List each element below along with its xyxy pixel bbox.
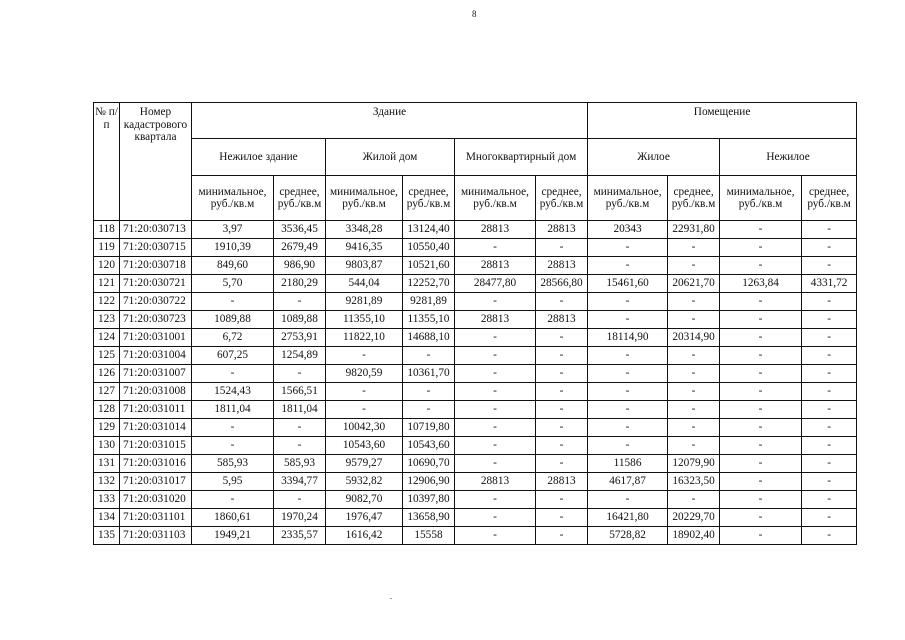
nonresidential-avg-cell: - xyxy=(802,491,857,509)
residential-avg-cell: - xyxy=(668,239,720,257)
cadastral-quarter-cell: 71:20:030718 xyxy=(120,257,192,275)
nonres-building-avg-cell: 2753,91 xyxy=(274,329,326,347)
table-row xyxy=(94,257,857,275)
apartment-min-cell: - xyxy=(455,437,536,455)
cadastral-quarter-cell: 71:20:031017 xyxy=(120,473,192,491)
nonresidential-avg-cell: - xyxy=(802,239,857,257)
nonres-building-avg-cell: 1566,51 xyxy=(274,383,326,401)
nonresidential-min-cell: - xyxy=(720,311,802,329)
house-min-cell: 544,04 xyxy=(326,275,403,293)
nonresidential-avg-cell: - xyxy=(802,365,857,383)
table-row xyxy=(94,239,857,257)
nonresidential-min-cell: - xyxy=(720,455,802,473)
nonresidential-avg-cell: - xyxy=(802,257,857,275)
row-number-cell: 129 xyxy=(94,419,120,437)
house-avg-cell: 10361,70 xyxy=(403,365,455,383)
cadastral-quarter-cell: 71:20:030721 xyxy=(120,275,192,293)
nonresidential-avg-cell: - xyxy=(802,455,857,473)
house-avg-cell: 10521,60 xyxy=(403,257,455,275)
apartment-min-cell: - xyxy=(455,293,536,311)
nonres-building-avg-cell: 585,93 xyxy=(274,455,326,473)
table-row xyxy=(94,455,857,473)
table-row xyxy=(94,347,857,365)
residential-min-cell: - xyxy=(588,239,668,257)
nonresidential-avg-cell: - xyxy=(802,329,857,347)
residential-avg-cell: - xyxy=(668,365,720,383)
table-row xyxy=(94,383,857,401)
house-avg-cell: 10690,70 xyxy=(403,455,455,473)
header-cadastral-quarter: Номер кадастрового квартала xyxy=(120,103,192,221)
nonres-building-min-cell: 585,93 xyxy=(192,455,274,473)
nonresidential-avg-cell: - xyxy=(802,347,857,365)
apartment-avg-cell: 28566,80 xyxy=(536,275,588,293)
nonres-building-min-cell: 1811,04 xyxy=(192,401,274,419)
residential-avg-cell: 22931,80 xyxy=(668,221,720,239)
nonresidential-min-cell: - xyxy=(720,329,802,347)
cadastral-quarter-cell: 71:20:031015 xyxy=(120,437,192,455)
residential-avg-cell: 12079,90 xyxy=(668,455,720,473)
header-min: минимальное, руб./кв.м xyxy=(720,176,802,221)
apartment-avg-cell: - xyxy=(536,383,588,401)
house-min-cell: 11355,10 xyxy=(326,311,403,329)
nonres-building-avg-cell: - xyxy=(274,437,326,455)
apartment-avg-cell: - xyxy=(536,527,588,545)
residential-min-cell: 16421,80 xyxy=(588,509,668,527)
residential-min-cell: - xyxy=(588,311,668,329)
nonresidential-avg-cell: 4331,72 xyxy=(802,275,857,293)
residential-min-cell: - xyxy=(588,293,668,311)
table-body xyxy=(94,221,857,545)
header-apartment-building: Многоквартирный дом xyxy=(455,139,588,176)
row-number-cell: 127 xyxy=(94,383,120,401)
nonresidential-min-cell: - xyxy=(720,491,802,509)
nonres-building-min-cell: 3,97 xyxy=(192,221,274,239)
nonres-building-min-cell: - xyxy=(192,437,274,455)
apartment-avg-cell: 28813 xyxy=(536,473,588,491)
apartment-avg-cell: - xyxy=(536,365,588,383)
apartment-avg-cell: - xyxy=(536,437,588,455)
house-min-cell: 10543,60 xyxy=(326,437,403,455)
cadastral-quarter-cell: 71:20:031103 xyxy=(120,527,192,545)
nonresidential-min-cell: - xyxy=(720,509,802,527)
house-min-cell: - xyxy=(326,401,403,419)
apartment-avg-cell: - xyxy=(536,491,588,509)
row-number-cell: 121 xyxy=(94,275,120,293)
residential-avg-cell: - xyxy=(668,347,720,365)
cadastral-quarter-cell: 71:20:031007 xyxy=(120,365,192,383)
nonresidential-min-cell: - xyxy=(720,419,802,437)
nonresidential-avg-cell: - xyxy=(802,473,857,491)
residential-min-cell: 4617,87 xyxy=(588,473,668,491)
nonresidential-avg-cell: - xyxy=(802,401,857,419)
residential-avg-cell: - xyxy=(668,401,720,419)
nonres-building-min-cell: - xyxy=(192,491,274,509)
nonresidential-min-cell: - xyxy=(720,239,802,257)
house-min-cell: 9082,70 xyxy=(326,491,403,509)
nonresidential-min-cell: - xyxy=(720,365,802,383)
residential-avg-cell: - xyxy=(668,293,720,311)
residential-min-cell: - xyxy=(588,491,668,509)
nonres-building-avg-cell: - xyxy=(274,365,326,383)
residential-min-cell: - xyxy=(588,257,668,275)
residential-avg-cell: 20314,90 xyxy=(668,329,720,347)
nonres-building-avg-cell: - xyxy=(274,293,326,311)
apartment-min-cell: - xyxy=(455,419,536,437)
apartment-min-cell: - xyxy=(455,509,536,527)
residential-min-cell: 15461,60 xyxy=(588,275,668,293)
nonres-building-avg-cell: 3536,45 xyxy=(274,221,326,239)
row-number-cell: 132 xyxy=(94,473,120,491)
nonres-building-avg-cell: 986,90 xyxy=(274,257,326,275)
house-min-cell: 1976,47 xyxy=(326,509,403,527)
house-avg-cell: 10397,80 xyxy=(403,491,455,509)
nonresidential-avg-cell: - xyxy=(802,311,857,329)
nonresidential-min-cell: - xyxy=(720,257,802,275)
residential-min-cell: - xyxy=(588,383,668,401)
nonresidential-min-cell: - xyxy=(720,437,802,455)
cadastral-quarter-cell: 71:20:030723 xyxy=(120,311,192,329)
residential-avg-cell: 20621,70 xyxy=(668,275,720,293)
table-row xyxy=(94,401,857,419)
header-residential-house: Жилой дом xyxy=(326,139,455,176)
residential-min-cell: - xyxy=(588,401,668,419)
nonresidential-min-cell: - xyxy=(720,221,802,239)
house-min-cell: - xyxy=(326,383,403,401)
nonresidential-min-cell: - xyxy=(720,473,802,491)
apartment-min-cell: 28813 xyxy=(455,257,536,275)
header-min: минимальное, руб./кв.м xyxy=(588,176,668,221)
house-avg-cell: 9281,89 xyxy=(403,293,455,311)
nonres-building-avg-cell: 2679,49 xyxy=(274,239,326,257)
nonres-building-min-cell: 849,60 xyxy=(192,257,274,275)
nonres-building-min-cell: - xyxy=(192,293,274,311)
house-min-cell: 9579,27 xyxy=(326,455,403,473)
apartment-min-cell: 28813 xyxy=(455,311,536,329)
row-number-cell: 120 xyxy=(94,257,120,275)
cadastral-quarter-cell: 71:20:031020 xyxy=(120,491,192,509)
nonres-building-min-cell: 5,70 xyxy=(192,275,274,293)
cadastral-value-table xyxy=(93,102,857,545)
row-number-cell: 128 xyxy=(94,401,120,419)
apartment-avg-cell: - xyxy=(536,455,588,473)
nonres-building-min-cell: 6,72 xyxy=(192,329,274,347)
nonresidential-min-cell: - xyxy=(720,401,802,419)
row-number-cell: 133 xyxy=(94,491,120,509)
residential-avg-cell: - xyxy=(668,383,720,401)
nonresidential-avg-cell: - xyxy=(802,527,857,545)
apartment-avg-cell: - xyxy=(536,419,588,437)
table-row xyxy=(94,509,857,527)
nonres-building-avg-cell: - xyxy=(274,419,326,437)
residential-avg-cell: - xyxy=(668,491,720,509)
residential-avg-cell: 18902,40 xyxy=(668,527,720,545)
table-row xyxy=(94,221,857,239)
apartment-min-cell: 28813 xyxy=(455,473,536,491)
table-row xyxy=(94,275,857,293)
table-row xyxy=(94,311,857,329)
header-avg: среднее, руб./кв.м xyxy=(802,176,857,221)
nonresidential-min-cell: - xyxy=(720,383,802,401)
header-residential-premises: Жилое xyxy=(588,139,720,176)
nonres-building-min-cell: - xyxy=(192,419,274,437)
header-min: минимальное, руб./кв.м xyxy=(192,176,274,221)
residential-min-cell: 20343 xyxy=(588,221,668,239)
house-avg-cell: - xyxy=(403,383,455,401)
row-number-cell: 123 xyxy=(94,311,120,329)
house-avg-cell: 14688,10 xyxy=(403,329,455,347)
nonresidential-min-cell: 1263,84 xyxy=(720,275,802,293)
header-premises: Помещение xyxy=(588,103,857,139)
apartment-min-cell: 28477,80 xyxy=(455,275,536,293)
nonres-building-min-cell: 1910,39 xyxy=(192,239,274,257)
apartment-avg-cell: - xyxy=(536,401,588,419)
row-number-cell: 134 xyxy=(94,509,120,527)
apartment-avg-cell: - xyxy=(536,329,588,347)
nonres-building-avg-cell: 1970,24 xyxy=(274,509,326,527)
residential-min-cell: 5728,82 xyxy=(588,527,668,545)
apartment-avg-cell: 28813 xyxy=(536,221,588,239)
apartment-min-cell: 28813 xyxy=(455,221,536,239)
page-number-mark: 8 xyxy=(472,9,477,19)
table-row xyxy=(94,491,857,509)
header-avg: среднее, руб./кв.м xyxy=(274,176,326,221)
cadastral-quarter-cell: 71:20:030722 xyxy=(120,293,192,311)
row-number-cell: 130 xyxy=(94,437,120,455)
row-number-cell: 125 xyxy=(94,347,120,365)
house-avg-cell: 10550,40 xyxy=(403,239,455,257)
residential-min-cell: 11586 xyxy=(588,455,668,473)
row-number-cell: 122 xyxy=(94,293,120,311)
apartment-min-cell: - xyxy=(455,347,536,365)
house-avg-cell: 12906,90 xyxy=(403,473,455,491)
row-number-cell: 124 xyxy=(94,329,120,347)
house-avg-cell: 15558 xyxy=(403,527,455,545)
nonresidential-min-cell: - xyxy=(720,293,802,311)
apartment-min-cell: - xyxy=(455,455,536,473)
house-min-cell: 1616,42 xyxy=(326,527,403,545)
table-row xyxy=(94,365,857,383)
cadastral-quarter-cell: 71:20:031016 xyxy=(120,455,192,473)
header-nonresidential-building: Нежилое здание xyxy=(192,139,326,176)
header-min: минимальное, руб./кв.м xyxy=(326,176,403,221)
nonresidential-min-cell: - xyxy=(720,347,802,365)
residential-min-cell: - xyxy=(588,419,668,437)
apartment-min-cell: - xyxy=(455,365,536,383)
row-number-cell: 135 xyxy=(94,527,120,545)
house-avg-cell: 10719,80 xyxy=(403,419,455,437)
residential-avg-cell: - xyxy=(668,437,720,455)
apartment-min-cell: - xyxy=(455,527,536,545)
residential-min-cell: 18114,90 xyxy=(588,329,668,347)
header-avg: среднее, руб./кв.м xyxy=(536,176,588,221)
apartment-min-cell: - xyxy=(455,491,536,509)
row-number-cell: 119 xyxy=(94,239,120,257)
nonresidential-avg-cell: - xyxy=(802,437,857,455)
header-avg: среднее, руб./кв.м xyxy=(403,176,455,221)
residential-avg-cell: - xyxy=(668,419,720,437)
house-min-cell: 3348,28 xyxy=(326,221,403,239)
house-min-cell: 11822,10 xyxy=(326,329,403,347)
nonres-building-min-cell: - xyxy=(192,365,274,383)
nonresidential-avg-cell: - xyxy=(802,221,857,239)
row-number-cell: 131 xyxy=(94,455,120,473)
row-number-cell: 126 xyxy=(94,365,120,383)
header-row-number: № п/п xyxy=(94,103,120,221)
nonresidential-avg-cell: - xyxy=(802,383,857,401)
nonres-building-avg-cell: 1254,89 xyxy=(274,347,326,365)
cadastral-quarter-cell: 71:20:030713 xyxy=(120,221,192,239)
header-avg: среднее, руб./кв.м xyxy=(668,176,720,221)
nonres-building-avg-cell: 2335,57 xyxy=(274,527,326,545)
nonres-building-min-cell: 1089,88 xyxy=(192,311,274,329)
apartment-avg-cell: - xyxy=(536,347,588,365)
nonresidential-avg-cell: - xyxy=(802,293,857,311)
header-building: Здание xyxy=(192,103,588,139)
table-row xyxy=(94,473,857,491)
apartment-min-cell: - xyxy=(455,239,536,257)
table-row xyxy=(94,527,857,545)
apartment-min-cell: - xyxy=(455,383,536,401)
nonres-building-min-cell: 1860,61 xyxy=(192,509,274,527)
house-min-cell: 5932,82 xyxy=(326,473,403,491)
header-nonresidential-premises: Нежилое xyxy=(720,139,857,176)
residential-min-cell: - xyxy=(588,365,668,383)
residential-avg-cell: - xyxy=(668,257,720,275)
house-avg-cell: - xyxy=(403,401,455,419)
table-row xyxy=(94,437,857,455)
apartment-avg-cell: - xyxy=(536,239,588,257)
nonres-building-min-cell: 5,95 xyxy=(192,473,274,491)
cadastral-quarter-cell: 71:20:031008 xyxy=(120,383,192,401)
nonresidential-avg-cell: - xyxy=(802,509,857,527)
nonres-building-avg-cell: 1089,88 xyxy=(274,311,326,329)
apartment-avg-cell: 28813 xyxy=(536,257,588,275)
row-number-cell: 118 xyxy=(94,221,120,239)
house-min-cell: 9416,35 xyxy=(326,239,403,257)
house-avg-cell: 11355,10 xyxy=(403,311,455,329)
house-avg-cell: 10543,60 xyxy=(403,437,455,455)
apartment-avg-cell: - xyxy=(536,509,588,527)
nonres-building-min-cell: 1524,43 xyxy=(192,383,274,401)
apartment-min-cell: - xyxy=(455,329,536,347)
house-min-cell: 9803,87 xyxy=(326,257,403,275)
cadastral-quarter-cell: 71:20:031101 xyxy=(120,509,192,527)
nonresidential-avg-cell: - xyxy=(802,419,857,437)
residential-avg-cell: 20229,70 xyxy=(668,509,720,527)
house-avg-cell: 12252,70 xyxy=(403,275,455,293)
nonres-building-avg-cell: 2180,29 xyxy=(274,275,326,293)
residential-avg-cell: 16323,50 xyxy=(668,473,720,491)
house-min-cell: 10042,30 xyxy=(326,419,403,437)
nonres-building-min-cell: 607,25 xyxy=(192,347,274,365)
nonres-building-min-cell: 1949,21 xyxy=(192,527,274,545)
nonres-building-avg-cell: - xyxy=(274,491,326,509)
residential-min-cell: - xyxy=(588,437,668,455)
apartment-avg-cell: - xyxy=(536,293,588,311)
house-avg-cell: 13658,90 xyxy=(403,509,455,527)
apartment-avg-cell: 28813 xyxy=(536,311,588,329)
cadastral-quarter-cell: 71:20:031014 xyxy=(120,419,192,437)
house-min-cell: - xyxy=(326,347,403,365)
residential-avg-cell: - xyxy=(668,311,720,329)
house-avg-cell: - xyxy=(403,347,455,365)
scan-speck xyxy=(390,598,392,599)
house-min-cell: 9281,89 xyxy=(326,293,403,311)
cadastral-quarter-cell: 71:20:030715 xyxy=(120,239,192,257)
nonresidential-min-cell: - xyxy=(720,527,802,545)
cadastral-quarter-cell: 71:20:031001 xyxy=(120,329,192,347)
house-avg-cell: 13124,40 xyxy=(403,221,455,239)
house-min-cell: 9820,59 xyxy=(326,365,403,383)
apartment-min-cell: - xyxy=(455,401,536,419)
cadastral-quarter-cell: 71:20:031004 xyxy=(120,347,192,365)
table-row xyxy=(94,293,857,311)
table-row xyxy=(94,419,857,437)
table-row xyxy=(94,329,857,347)
nonres-building-avg-cell: 1811,04 xyxy=(274,401,326,419)
residential-min-cell: - xyxy=(588,347,668,365)
cadastral-quarter-cell: 71:20:031011 xyxy=(120,401,192,419)
header-min: минимальное, руб./кв.м xyxy=(455,176,536,221)
nonres-building-avg-cell: 3394,77 xyxy=(274,473,326,491)
